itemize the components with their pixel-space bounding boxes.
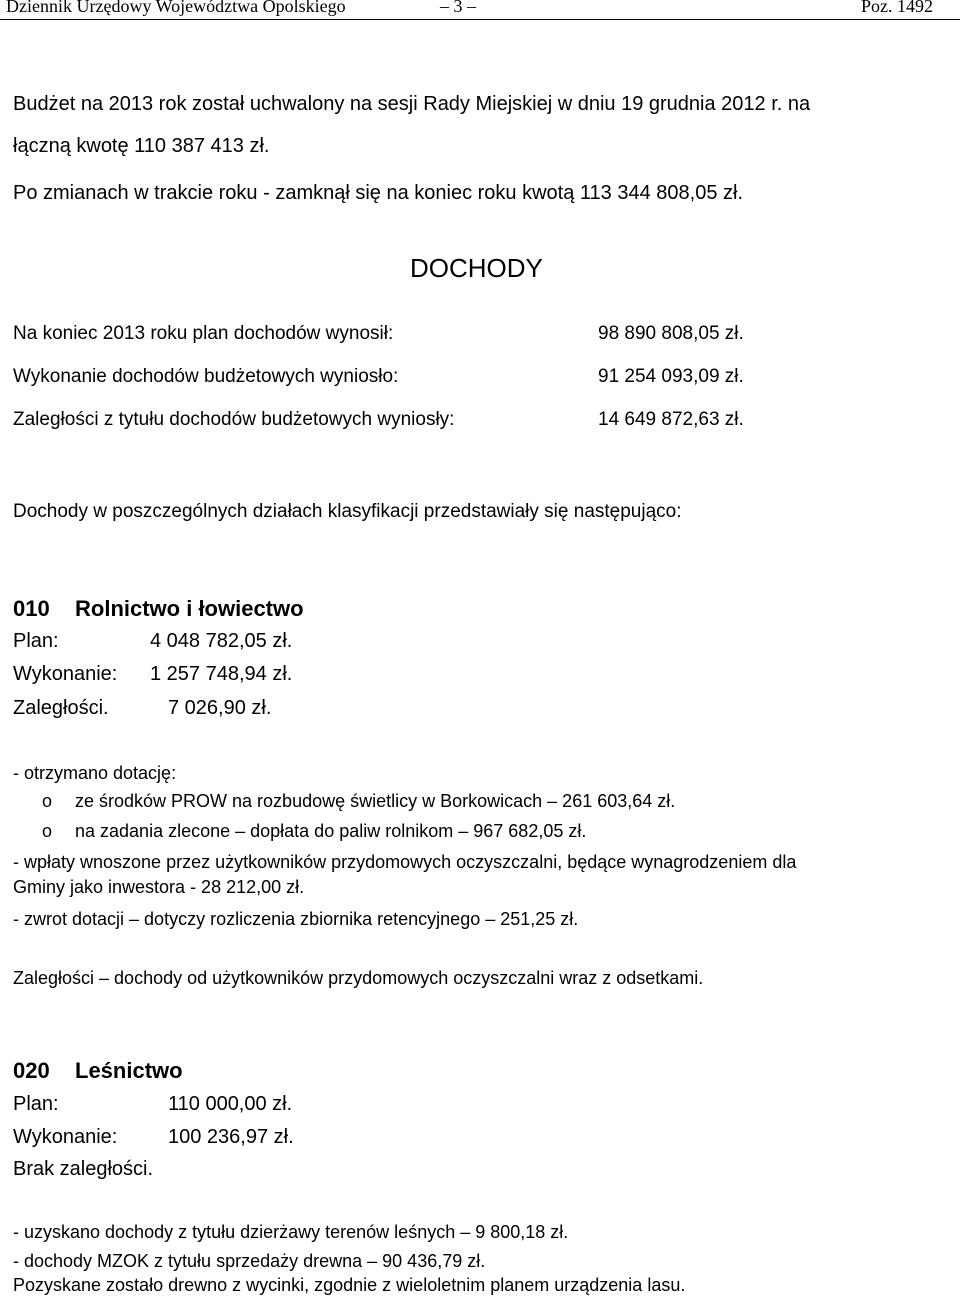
grant-bullet-prow: ze środków PROW na rozbudowę świetlicy w Borkowicach – 261 603,64 zł. <box>75 791 676 811</box>
breakdown-intro: Dochody w poszczególnych działach klasyfikacji przedstawiały się następująco: <box>13 501 682 522</box>
intro-line-3: Po zmianach w trakcie roku - zamknął się na koniec roku kwotą 113 344 808,05 zł. <box>13 182 743 204</box>
section-020-plan-value: 110 000,00 zł. <box>168 1093 293 1115</box>
section-010-arrears-value: 7 026,90 zł. <box>168 697 272 719</box>
section-010-exec-value: 1 257 748,94 zł. <box>150 663 293 685</box>
section-020-exec-label: Wykonanie: <box>13 1126 118 1148</box>
grant-bullet-fuel: na zadania zlecone – dopłata do paliw rolnikom – 967 682,05 zł. <box>75 821 587 841</box>
section-020-code: 020 <box>13 1058 50 1083</box>
income-exec-value: 91 254 093,09 zł. <box>598 366 744 387</box>
header-rule <box>0 19 960 20</box>
position-number: Poz. 1492 <box>861 0 933 16</box>
section-020-exec-value: 100 236,97 zł. <box>168 1126 294 1148</box>
bullet-marker: o <box>42 791 53 811</box>
intro-line-1: Budżet na 2013 rok został uchwalony na sesji Rady Miejskiej w dniu 19 grudnia 2012 r. na <box>13 93 811 115</box>
intro-line-2: łączną kwotę 110 387 413 zł. <box>13 135 270 157</box>
income-plan-label: Na koniec 2013 roku plan dochodów wynosił: <box>13 323 394 344</box>
page-number: – 3 – <box>440 0 476 16</box>
income-arrears-label: Zaległości z tytułu dochodów budżetowych wyniosły: <box>13 409 455 430</box>
section-010-plan-label: Plan: <box>13 630 59 652</box>
payments-line-1: - wpłaty wnoszone przez użytkowników przydomowych oczyszczalni, będące wynagrodzeniem dla <box>13 852 797 872</box>
lease-income: - uzyskano dochody z tytułu dzierżawy terenów leśnych – 9 800,18 zł. <box>13 1222 569 1242</box>
section-020-no-arrears: Brak zaległości. <box>13 1158 154 1180</box>
section-010-plan-value: 4 048 782,05 zł. <box>150 630 293 652</box>
income-arrears-value: 14 649 872,63 zł. <box>598 409 744 430</box>
section-title-dochody: DOCHODY <box>410 253 543 283</box>
section-010-exec-label: Wykonanie: <box>13 663 118 685</box>
section-010-name: Rolnictwo i łowiectwo <box>75 596 304 621</box>
refund-line: - zwrot dotacji – dotyczy rozliczenia zbiornika retencyjnego – 251,25 zł. <box>13 909 579 929</box>
income-exec-label: Wykonanie dochodów budżetowych wyniosło: <box>13 366 399 387</box>
wood-sales: - dochody MZOK z tytułu sprzedaży drewna – 90 436,79 zł. <box>13 1251 486 1271</box>
arrears-note: Zaległości – dochody od użytkowników przydomowych oczyszczalni wraz z odsetkami. <box>13 968 704 988</box>
payments-line-2: Gminy jako inwestora - 28 212,00 zł. <box>13 877 305 897</box>
wood-note: Pozyskane zostało drewno z wycinki, zgodnie z wieloletnim planem urządzenia lasu. <box>13 1275 686 1295</box>
section-010-arrears-label: Zaległości. <box>13 697 109 719</box>
section-010-code: 010 <box>13 596 50 621</box>
journal-title: Dziennik Urzędowy Województwa Opolskiego <box>6 0 346 16</box>
income-plan-value: 98 890 808,05 zł. <box>598 323 744 344</box>
grant-intro: - otrzymano dotację: <box>13 763 177 783</box>
section-020-plan-label: Plan: <box>13 1093 59 1115</box>
bullet-marker: o <box>42 821 53 841</box>
section-020-name: Leśnictwo <box>75 1058 183 1083</box>
